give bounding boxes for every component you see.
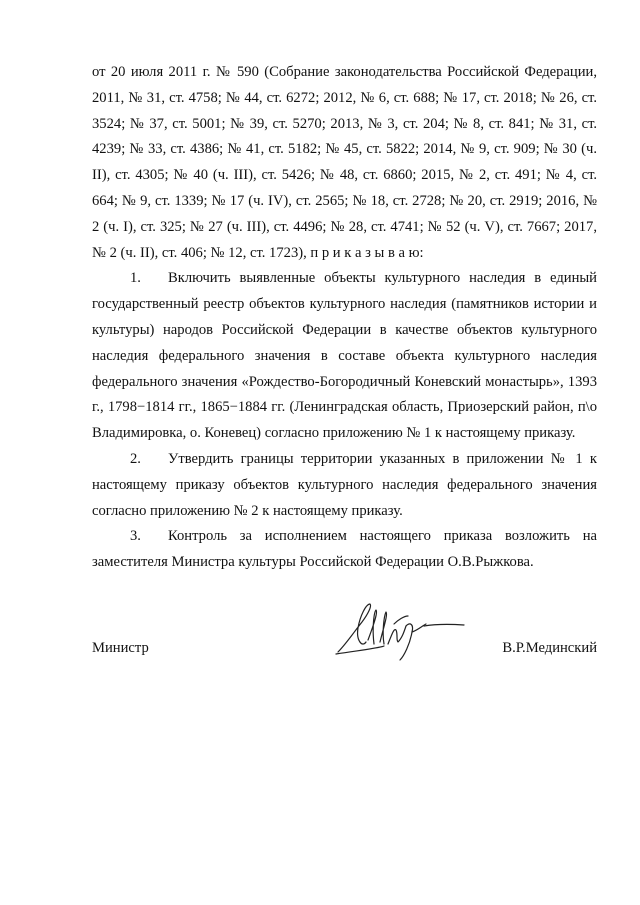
order-item-text: Утвердить границы территории указанных в приложении № 1 к настоящему приказу объектов культурного наследия федерального значения согласно приложению № 2 к настоящему приказу. [92, 450, 597, 519]
order-item-1 [92, 266, 597, 447]
order-item-2 [92, 447, 597, 524]
order-item-number: 3. [130, 528, 141, 545]
order-item-text: Контроль за исполнением настоящего приказа возложить на заместителя Министра культуры Российской Федерации О.В.Рыжкова. [92, 528, 597, 571]
order-item-number: 1. [130, 270, 141, 287]
order-item-number: 2. [130, 450, 141, 467]
order-item-text: Включить выявленные объекты культурного наследия в единый государственный реестр объектов культурного наследия (памятников истории и культуры) народов Российской Федерации в качестве объектов культурного наследия федерального значения в составе объекта культурного наследия федерального значения «Рождество-Богородичный Коневский монастырь», 1393 г., 1798−1814 гг., 1865−1884 гг. (Ленинградская область, Приозерский район, п\о Владимировка, о. Коневец) согласно приложению № 1 к настоящему приказу. [92, 270, 597, 442]
signature-block [92, 632, 597, 672]
intro-paragraph: от 20 июля 2011 г. № 590 (Собрание законодательства Российской Федерации, 2011, № 31, ст. 4758; № 44, ст. 6272; 2012, № 6, ст. 688; № 17, ст. 2018; № 26, ст. 3524; № 37, ст. 5001; № 39, ст. 5270; 2013, № 3, ст. 204; № 8, ст. 841; № 31, ст. 4239; № 33, ст. 4386; № 41, ст. 5182; № 45, ст. 5822; 2014, № 9, ст. 909; № 30 (ч. II), ст. 4305; № 40 (ч. III), ст. 5426; № 48, ст. 6860; 2015, № 2, ст. 491; № 4, ст. 664; № 9, ст. 1339; № 17 (ч. IV), ст. 2565; № 18, ст. 2728; № 20, ст. 2919; 2016, № 2 (ч. I), ст. 325; № 27 (ч. III), ст. 4496; № 28, ст. 4741; № 52 (ч. V), ст. 7667; 2017, № 2 (ч. II), ст. 406; № 12, ст. 1723), п р и к а з ы в а ю: [92, 64, 597, 261]
order-item-3 [92, 524, 597, 576]
signatory-name: В.Р.Мединский [502, 640, 597, 656]
signatory-title: Министр [92, 640, 149, 656]
handwritten-signature-icon [332, 594, 472, 666]
document-body [92, 60, 597, 576]
